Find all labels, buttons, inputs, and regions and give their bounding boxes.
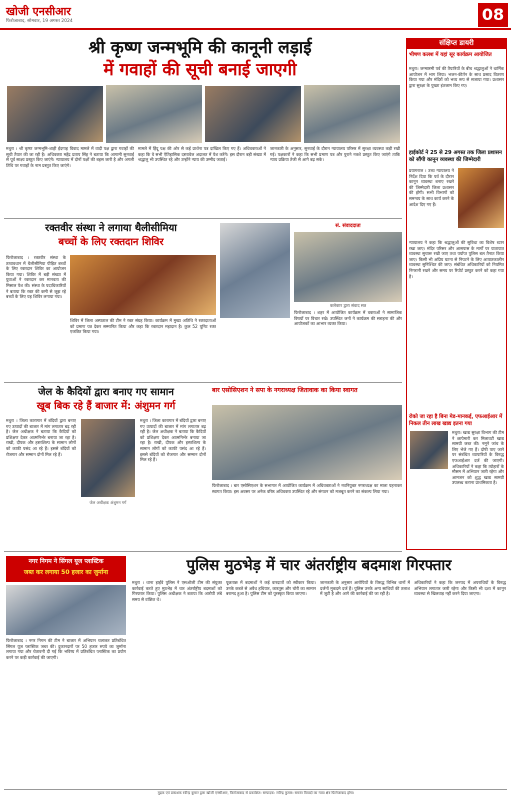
thal-photo-side: [220, 223, 290, 318]
masthead: [0, 0, 511, 30]
lead-photo-strip: [6, 85, 400, 143]
plastic-photo: [6, 585, 126, 635]
jail-caption: जेल अधीक्षक अंशुमन गर्ग: [89, 500, 127, 505]
lead-body-col2: मामले में हिंदू पक्ष की ओर से कई प्रार्थना पत्र दाखिल किए गए हैं। अधिवक्ताओं ने कहा कि वे सभी ऐतिहासिक दस्तावेज अदालत में पेश करेंगे। इस दौरान बड़ी संख्या में श्रद्धालु भी उपस्थित रहे और उन्होंने न्याय की उम्मीद जताई।: [138, 146, 266, 163]
sidebar-text-4: मथुरा। खाद्य सुरक्षा विभाग की टीम ने छापेमारी कर मिलावटी खाद्य सामग्री जब्त की। नमूने जांच के लिए भेजे गए हैं। दोषी पाए जाने पर संबंधित व्यापारियों के विरुद्ध एफआईआर दर्ज की जाएगी। अधिकारियों ने कहा कि त्योहारों के मौसम में अभियान जारी रहेगा और आमजन को शुद्ध खाद्य सामग्री उपलब्ध कराना प्राथमिकता है।: [452, 430, 504, 486]
bar-body: फिरोजाबाद । बार एसोसिएशन के सभागार में आयोजित कार्यक्रम में अधिवक्ताओं ने नवनियुक्त नगराध्यक्ष का माला पहनाकर स्वागत किया। इस अवसर पर अनेक वरिष्ठ अधिवक्ता उपस्थित रहे और संगठन को मजबूत करने का संकल्प लिया गया।: [212, 483, 402, 494]
divider: [4, 382, 402, 383]
colloq-byline: सं. संवाददाता: [335, 223, 361, 229]
bar-headline: बार एसोसिएशन ने सपा के नगराध्यक्ष जितावाक का किया स्वागत: [212, 387, 358, 394]
divider: [4, 218, 402, 219]
plastic-headline-line2: जब्त कर लगाया 50 हजार का जुर्माना: [23, 569, 109, 576]
sidebar-label: संक्षिप्त डायरी: [406, 38, 507, 49]
jail-headline-line2: खूब बिक रहे हैं बाजार में: अंशुमन गर्ग: [36, 401, 176, 412]
newspaper-brand: खोजी एनसीआर: [6, 5, 71, 18]
jail-body-col2: मथुरा । जिला कारागार में बंदियों द्वारा बनाए गए उत्पादों की बाजार में मांग लगातार बढ़ रही है। जेल अधीक्षक ने बताया कि कैदियों को प्रशिक्षण देकर आत्मनिर्भर बनाया जा रहा है। राखी, दीपक और हस्तशिल्प के सामान लोगों को काफी पसंद आ रहे हैं। इससे बंदियों को रोजगार और सम्मान दोनों मिल रहे हैं।: [140, 418, 206, 463]
divider: [4, 551, 402, 552]
jail-officer-photo: [80, 418, 136, 498]
police-body-col3: जानकारी के अनुसार आरोपियों के विरुद्ध विभिन्न थानों में दर्जनों मुकदमे दर्ज हैं। पुलिस उनके अन्य साथियों की तलाश में जुटी है और आगे की कार्रवाई की जा रही है।: [320, 580, 410, 597]
police-body-col1: मथुरा । थाना हाईवे पुलिस ने एसओजी टीम की संयुक्त कार्रवाई करते हुए मुठभेड़ में चार अंतर्राष्ट्रीय बदमाशों को गिरफ्तार किया। पुलिस अधीक्षक ने बताया कि आरोपी लंबे समय से वांछित थे।: [132, 580, 222, 602]
sidebar-headline-3: रोको जा रहा है बिना मेड-मानकई, एफआईआर में निकल तीन लाख खाद्य इतना गया: [409, 414, 503, 427]
sidebar-text-2: प्रयागराज । उच्च न्यायालय ने निर्देश दिया कि पर्व के दौरान कानून व्यवस्था बनाए रखने की जिम्मेदारी जिला प्रशासन की होगी। सभी विभागों को समन्वय के साथ कार्य करने के आदेश दिए गए हैं।: [409, 168, 454, 207]
sidebar-photo-small: [409, 430, 449, 470]
sidebar-text-3: न्यायालय ने कहा कि श्रद्धालुओं की सुविधा का विशेष ध्यान रखा जाए। मंदिर परिसर और आसपास के मार्गों पर यातायात व्यवस्था सुचारू रखी जाए तथा पर्याप्त पुलिस बल तैनात किया जाए। किसी भी अप्रिय घटना से निपटने के लिए आपातकालीन व्यवस्था सुनिश्चित की जाए। संबंधित अधिकारियों को नियमित निगरानी रखने और समय पर रिपोर्ट प्रस्तुत करने को कहा गया है।: [409, 240, 504, 279]
sidebar-photo: [458, 168, 504, 228]
divider: [4, 789, 507, 790]
page-number: 08: [478, 3, 508, 27]
sidebar-headline-2: हाईकोर्ट ने 25 से 29 अगस्त तक जिला प्रशासन को सौंपी कानून व्यवस्था की जिम्मेदारी: [409, 150, 502, 163]
police-body-col4: अधिकारियों ने कहा कि जनपद में अपराधियों के विरुद्ध अभियान लगातार जारी रहेगा और किसी भी दशा में कानून व्यवस्था से खिलवाड़ नहीं करने दिया जाएगा।: [414, 580, 506, 597]
sidebar-headline-1: भीषण कलश में यहां सूर कार्यक्रम आयोजित: [409, 52, 492, 58]
lead-photo: [106, 85, 202, 143]
thal-headline-line2: बच्चों के लिए रक्तदान शिविर: [58, 237, 164, 248]
jail-headline-line1: जेल के कैदियों द्वारा बनाए गए सामान: [38, 387, 174, 398]
lead-photo: [204, 85, 302, 143]
colloq-body: फिरोजाबाद । शहर में आयोजित कार्यक्रम में वक्ताओं ने सामाजिक विषयों पर विचार रखे। उपस्थित जनों ने कार्यक्रम की सराहना की और आयोजकों का आभार व्यक्त किया।: [294, 310, 402, 327]
thal-body-col2: शिविर में जिला अस्पताल की टीम ने रक्त संग्रह किया। कार्यक्रम में मुख्य अतिथि ने रक्तदाताओं को प्रमाण पत्र देकर सम्मानित किया और कहा कि रक्तदान महादान है। कुल 52 यूनिट रक्त एकत्रित किया गया।: [70, 318, 216, 335]
sidebar-text-1: मथुरा। जन्माष्टमी पर्व की तैयारियों के बीच श्रद्धालुओं ने धार्मिक आयोजन में भाग लिया। भजन-कीर्तन के साथ प्रसाद वितरण किया गया और मंदिरों को भव्य रूप से सजाया गया। प्रशासन द्वारा सुरक्षा के पुख्ता इंतजाम किए गए।: [409, 66, 504, 88]
jail-body: मथुरा । जिला कारागार में बंदियों द्वारा बनाए गए उत्पादों की बाजार में मांग लगातार बढ़ रही है। जेल अधीक्षक ने बताया कि कैदियों को प्रशिक्षण देकर आत्मनिर्भर बनाया जा रहा है। राखी, दीपक और हस्तशिल्प के सामान लोगों को काफी पसंद आ रहे हैं। इससे बंदियों को रोजगार और सम्मान दोनों मिल रहे हैं।: [6, 418, 76, 457]
thal-body-col1: फिरोजाबाद । रक्तवीर संस्था के तत्वावधान में थैलीसीमिया पीड़ित बच्चों के लिए रक्तदान शिविर का आयोजन किया गया। शिविर में बड़ी संख्या में युवाओं ने रक्तदान कर मानवता की मिसाल पेश की। संस्था के पदाधिकारियों ने बताया कि रक्त की कमी से जूझ रहे बच्चों के लिए यह शिविर लगाया गया।: [6, 255, 66, 300]
imprint-line: मुद्रक एवं प्रकाशक रवीन्द्र कुमार द्वारा खोजी एनसीआर, फिरोजाबाद से प्रकाशित। सम्पादक: रवीन्द्र कुमार। समस्त विवादों का न्याय क्षेत्र फिरोजाबाद होगा।: [157, 791, 355, 795]
plastic-body: फिरोजाबाद । नगर निगम की टीम ने बाजार में अभियान चलाकर प्रतिबंधित सिंगल यूज प्लास्टिक जब्त की। दुकानदारों पर 50 हजार रुपये का जुर्माना लगाया गया और चेतावनी दी गई कि भविष्य में प्रतिबंधित प्लास्टिक का प्रयोग करने पर कड़ी कार्रवाई की जाएगी।: [6, 638, 126, 660]
lead-photo: [6, 85, 104, 143]
lead-headline-line1: श्री कृष्ण जन्मभूमि की कानूनी लड़ाई: [88, 38, 312, 58]
lead-body-col1: मथुरा । श्री कृष्ण जन्मभूमि-शाही ईदगाह विवाद मामले में वादी पक्ष द्वारा गवाहों की सूची तैयार की जा रही है। अधिवक्ता महेंद्र प्रताप सिंह ने बताया कि आगामी सुनवाई से पूर्व साक्ष्य प्रस्तुत किए जाएंगे। न्यायालय में दोनों पक्षों की बहस जारी है और अगली तिथि पर गवाहों के नाम प्रस्तुत किए जाएंगे।: [6, 146, 134, 168]
police-headline: पुलिस मुठभेड़ में चार अंतर्राष्ट्रीय बदमाश गिरफ्तार: [186, 556, 452, 574]
thal-photo: [70, 255, 216, 315]
lead-photo: [304, 85, 400, 143]
colloq-caption: कलेक्टर द्वारा संवाद सत्र: [329, 303, 367, 308]
bar-photo: [212, 405, 402, 480]
edition-line: फिरोजाबाद, सोमवार, 19 अगस्त 2024: [6, 19, 73, 24]
plastic-headline-line1: नगर निगम ने सिंगल यूज प्लास्टिक: [28, 558, 104, 565]
thal-headline-line1: रक्तवीर संस्था ने लगाया थैलीसीमिया: [45, 223, 177, 234]
lead-body-col3: जानकारी के अनुसार, सुनवाई के दौरान न्यायालय परिसर में सुरक्षा व्यवस्था कड़ी रखी गई। पक्षकारों ने कहा कि सभी प्रमाण पत्र और पुराने नक्शे प्रस्तुत किए जाएंगे ताकि न्याय प्रक्रिया तेजी से आगे बढ़ सके।: [270, 146, 400, 163]
lead-headline-line2: में गवाहों की सूची बनाई जाएगी: [103, 60, 297, 80]
police-body-col2: पूछताछ में बदमाशों ने कई वारदातों को स्वीकार किया। उनके कब्जे से अवैध हथियार, कारतूस और चोरी का सामान बरामद हुआ है। पुलिस टीम को पुरस्कृत किया जाएगा।: [226, 580, 316, 597]
colloq-photo: [294, 232, 402, 302]
